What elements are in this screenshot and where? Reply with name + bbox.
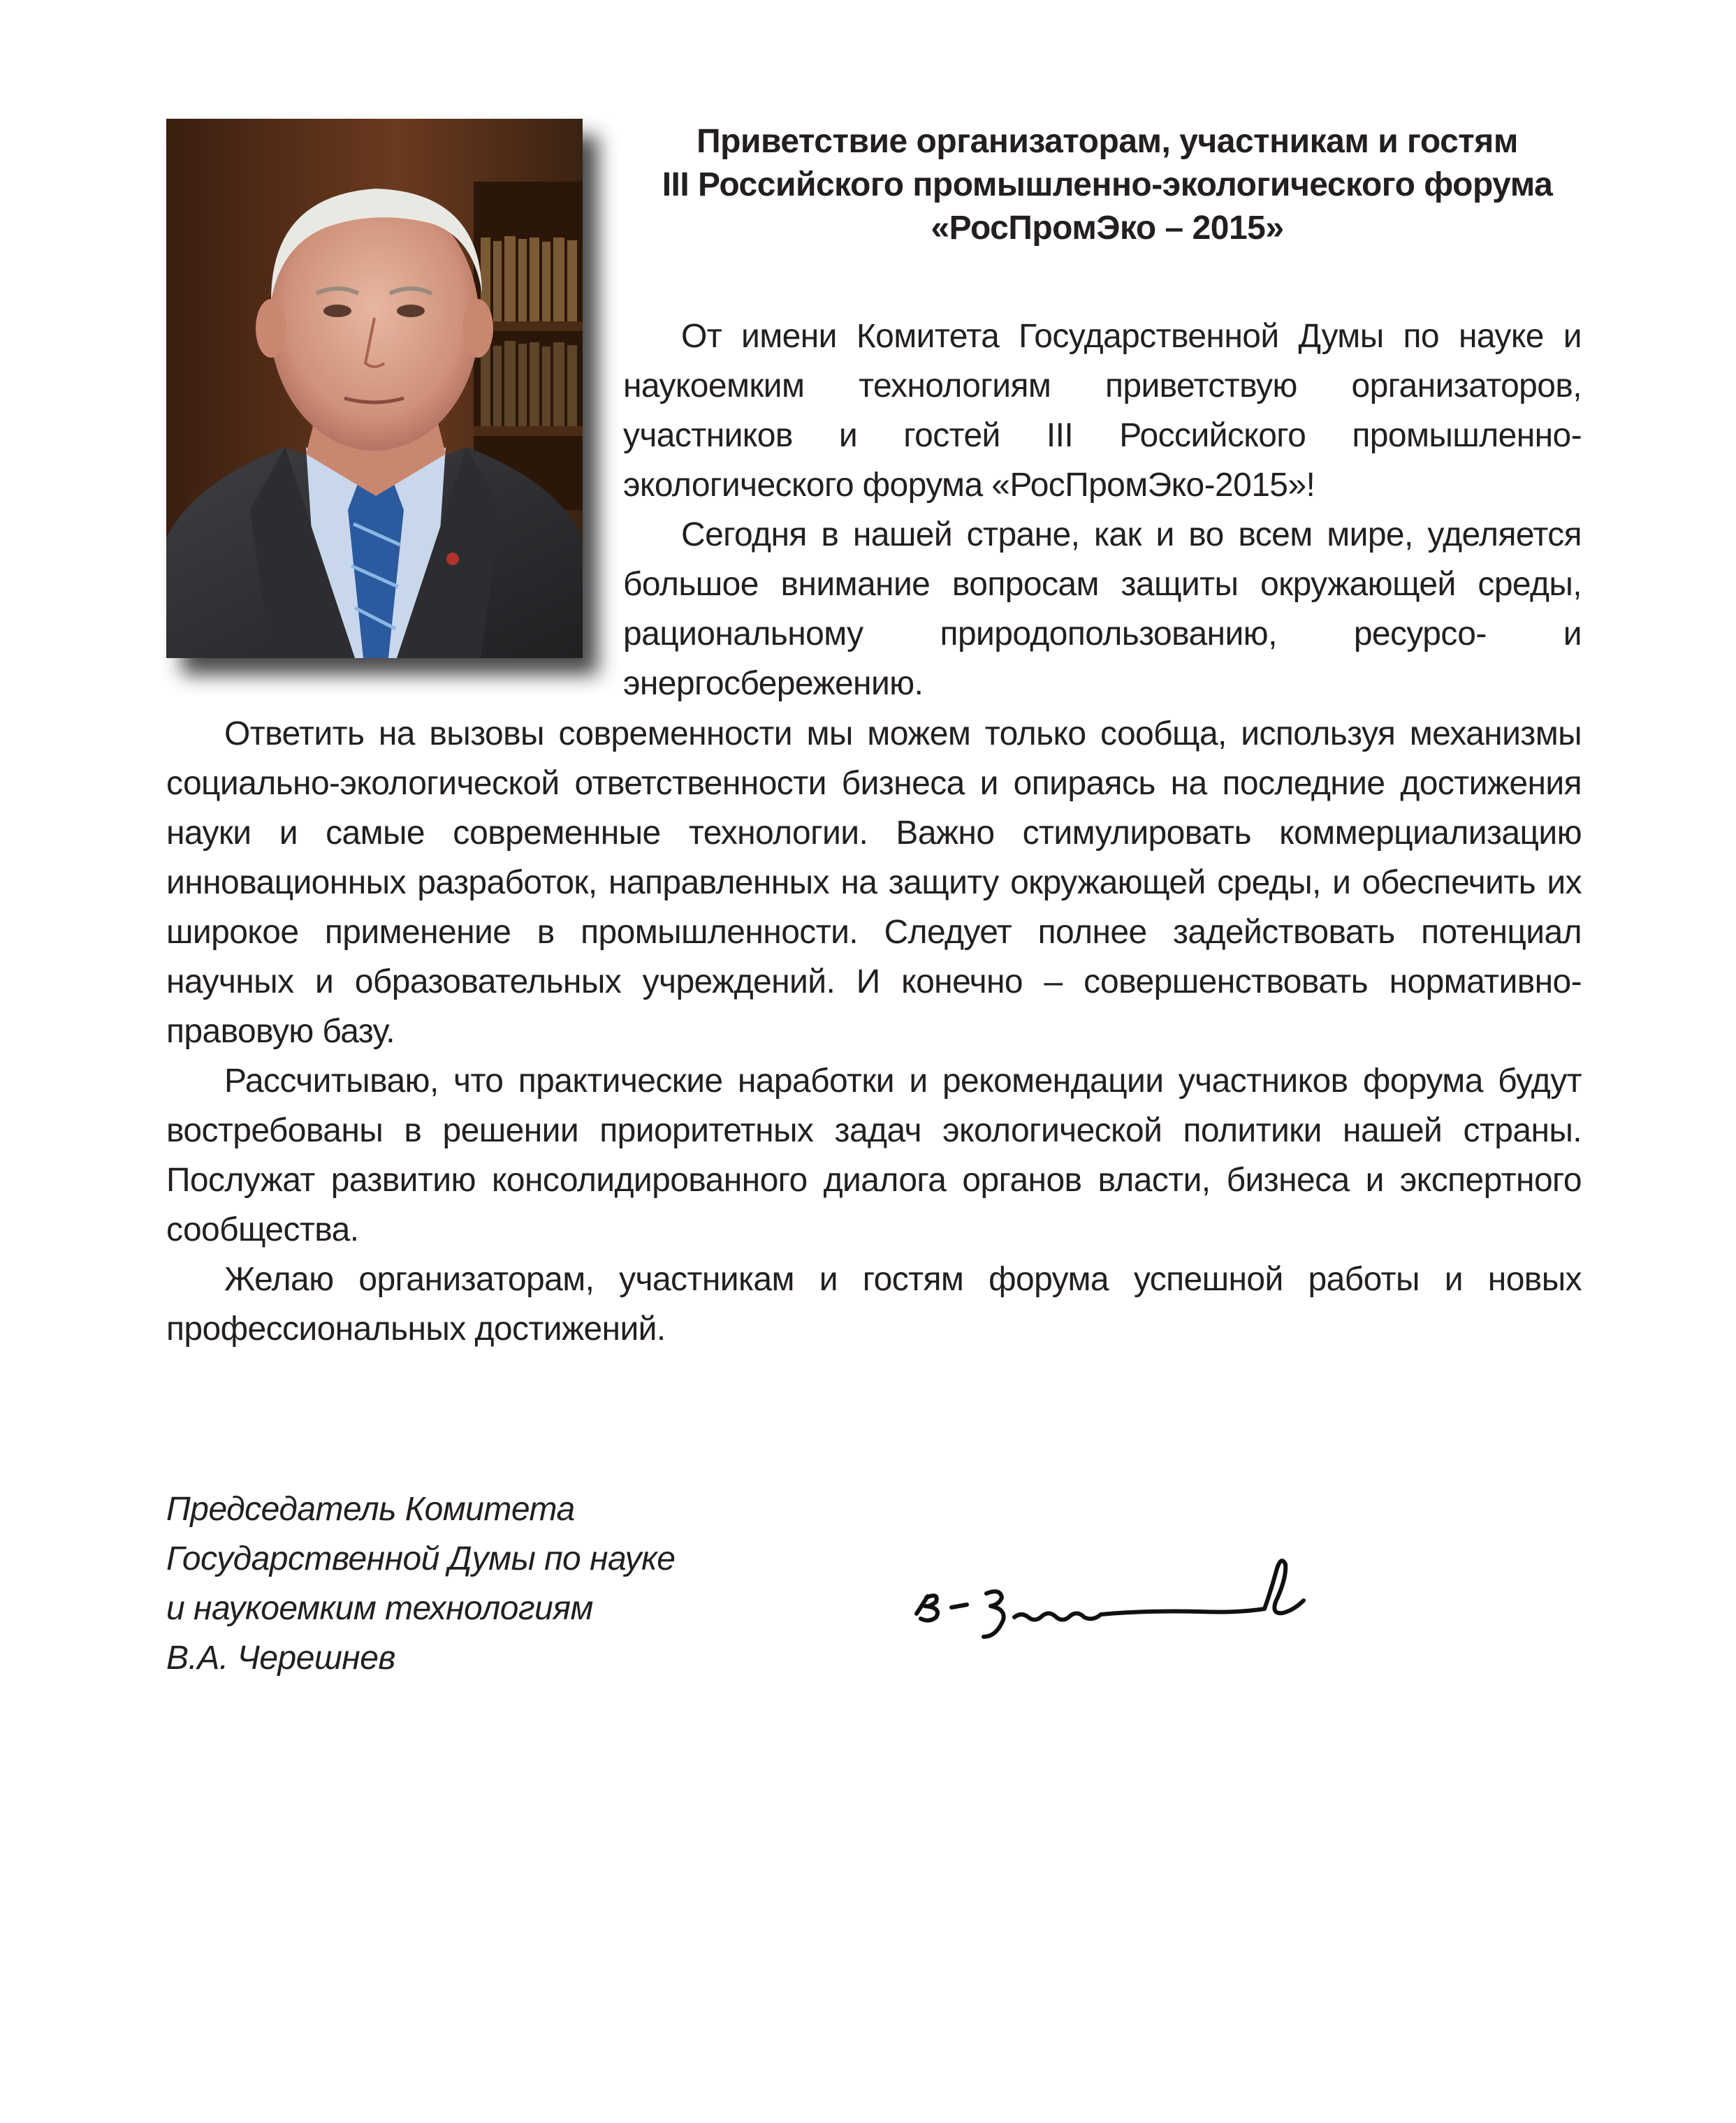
handwritten-signature: [908, 1547, 1313, 1652]
heading-line-2: III Российского промышленно-экологического форума: [662, 166, 1553, 203]
signatory-block: [166, 1484, 675, 1683]
paragraph-4: Рассчитываю, что практические наработки и рекомендации участников форума будут востребованы в решении приоритетных задач экологической политики нашей страны. Послужат развитию консолидированного диалога органов власти, бизнеса и экспертного сообщества.: [166, 1063, 1582, 1248]
signatory-line-2: Государственной Думы по науке: [166, 1540, 676, 1577]
portrait-image: [166, 119, 583, 658]
paragraph-3: Ответить на вызовы современности мы можем только сообща, используя механизмы социально-экологической ответственности бизнеса и опираясь на последние достижения науки и самые современные технологии. Важно стимулировать коммерциализацию инновационных разработок, направленных на защиту окружающей среды, и обеспечить их широкое применение в промышленности. Следует полнее задействовать потенциал научных и образовательных учреждений. И конечно – совершенствовать нормативно-правовую базу.: [166, 715, 1582, 1050]
paragraph-5: Желаю организаторам, участникам и гостям форума успешной работы и новых профессиональных достижений.: [166, 1261, 1582, 1348]
portrait-illustration: [166, 119, 583, 658]
heading-line-1: Приветствие организаторам, участникам и гостям: [696, 123, 1518, 160]
signatory-line-3: и наукоемким технологиям: [166, 1590, 593, 1627]
intro-text: [623, 312, 1582, 708]
portrait-photo: [166, 119, 583, 658]
greeting-heading: [622, 120, 1593, 250]
signatory-name: В.А. Черешнев: [166, 1640, 395, 1677]
heading-line-3: «РосПромЭко – 2015»: [931, 210, 1284, 247]
paragraph-1: От имени Комитета Государственной Думы по науке и наукоемким технологиям приветствую организаторов, участников и гостей III Российского промышленно-экологического форума «РосПромЭко-2015»!: [623, 318, 1582, 504]
signatory-line-1: Председатель Комитета: [166, 1491, 575, 1528]
paragraph-2: Сегодня в нашей стране, как и во всем мире, уделяется большое внимание вопросам защиты окружающей среды, рациональному природопользованию, ресурсо- и энергосбережению.: [623, 516, 1582, 702]
main-text: [166, 709, 1582, 1354]
